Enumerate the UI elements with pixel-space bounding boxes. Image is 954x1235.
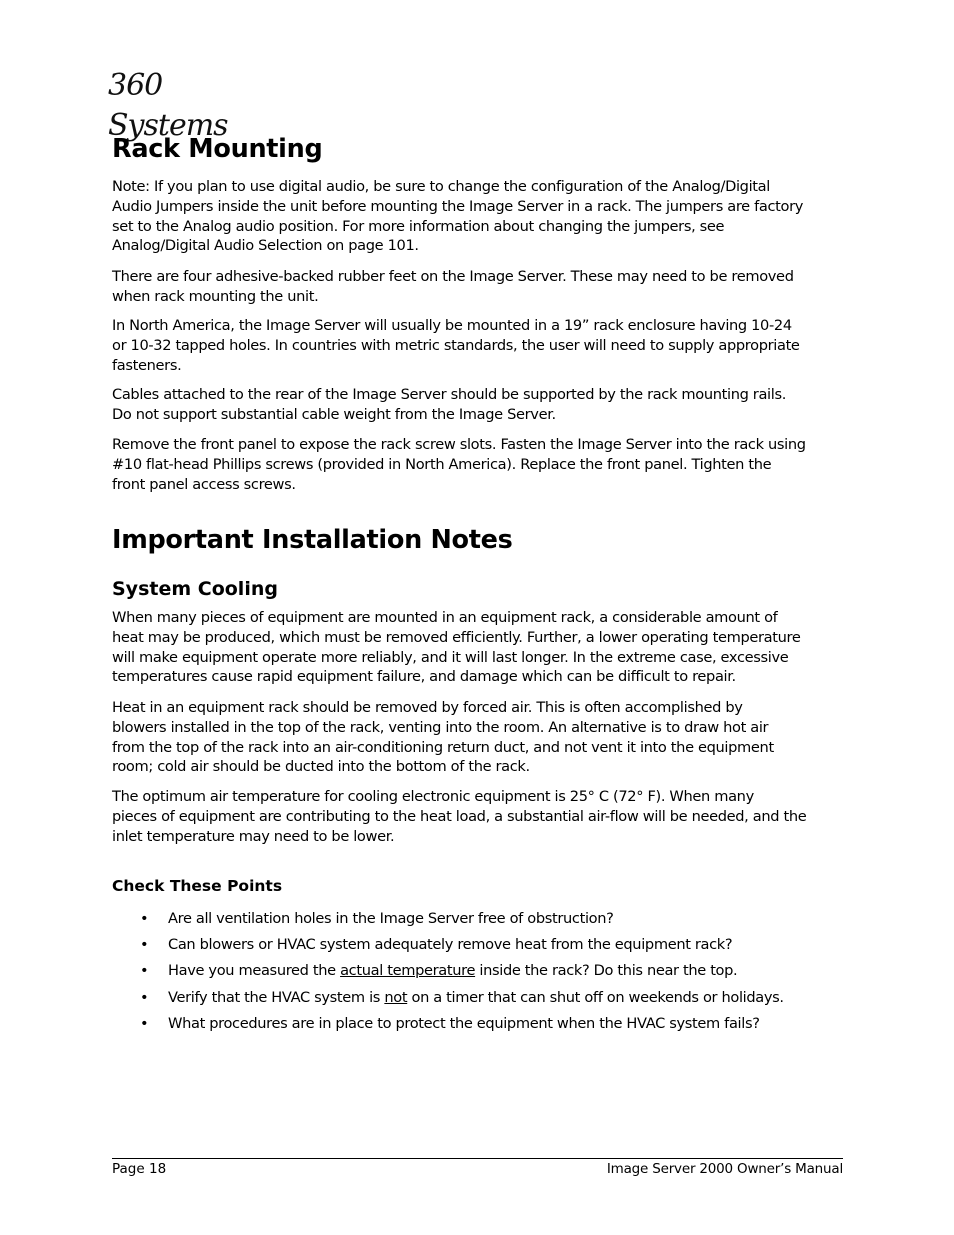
- page-number: Page 18: [112, 1161, 167, 1177]
- section-title-installation-notes: Important Installation Notes: [112, 525, 513, 555]
- section-title-rack-mounting: Rack Mounting: [112, 134, 323, 164]
- paragraph: There are four adhesive-backed rubber feet on the Image Server. These may need to be removed when rack mounting the unit.: [112, 268, 794, 305]
- logo-wordmark: 360 Systems: [108, 68, 228, 143]
- list-item: • Have you measured the actual temperature inside the rack? Do this near the top.: [140, 962, 738, 980]
- list-item: • Verify that the HVAC system is not on a timer that can shut off on weekends or holidays.: [140, 988, 784, 1006]
- paragraph: Note: If you plan to use digital audio, be sure to change the configuration of the Analog/Digital Audio Jumpers inside the unit before mounting the Image Server in a rack. The jumpers are factory set to the Analog audio position. For more information about changing the jumpers, see Analog/Digital Audio Selection on page 101.: [112, 178, 804, 255]
- checklist-title: Check These Points: [112, 877, 283, 895]
- paragraph: In North America, the Image Server will usually be mounted in a 19” rack enclosure having 10-24 or 10-32 tapped holes. In countries with metric standards, the user will need to supply appropriate fasteners.: [112, 317, 800, 374]
- bullet-icon: •: [140, 988, 149, 1006]
- manual-title: Image Server 2000 Owner’s Manual: [606, 1161, 843, 1177]
- bullet-icon: •: [140, 962, 149, 980]
- company-logo: [108, 66, 240, 143]
- list-item: • What procedures are in place to protect the equipment when the HVAC system fails?: [140, 1014, 760, 1032]
- paragraph: When many pieces of equipment are mounted in an equipment rack, a considerable amount of heat may be produced, which must be removed efficiently. Further, a lower operating temperature will make equipment operate more reliably, and it will last longer. In the extreme case, excessive temperatures cause rapid equipment failure, and damage which can be difficult to repair.: [112, 609, 801, 686]
- list-item: • Are all ventilation holes in the Image Server free of obstruction?: [140, 910, 614, 927]
- list-item: • Can blowers or HVAC system adequately remove heat from the equipment rack?: [140, 936, 733, 954]
- footer-divider: [112, 1158, 843, 1159]
- bullet-icon: •: [140, 1014, 149, 1032]
- bullet-icon: •: [140, 936, 149, 954]
- paragraph: Cables attached to the rear of the Image Server should be supported by the rack mounting rails. Do not support substantial cable weight from the Image Server.: [112, 386, 786, 423]
- paragraph: The optimum air temperature for cooling electronic equipment is 25° C (72° F). When many pieces of equipment are contributing to the heat load, a substantial air-flow will be needed, and the inlet temperature may need to be lower.: [112, 788, 807, 845]
- subsection-title-system-cooling: System Cooling: [112, 578, 278, 600]
- paragraph: Heat in an equipment rack should be removed by forced air. This is often accomplished by blowers installed in the top of the rack, venting into the room. An alternative is to draw hot air from the top of the rack into an air-conditioning return duct, and not vent it into the equipment room; cold air should be ducted into the bottom of the rack.: [112, 699, 774, 776]
- bullet-icon: •: [140, 910, 149, 927]
- checklist: [112, 909, 844, 1040]
- paragraph: Remove the front panel to expose the rack screw slots. Fasten the Image Server into the rack using #10 flat-head Phillips screws (provided in North America). Replace the front panel. Tighten the front panel access screws.: [112, 436, 806, 493]
